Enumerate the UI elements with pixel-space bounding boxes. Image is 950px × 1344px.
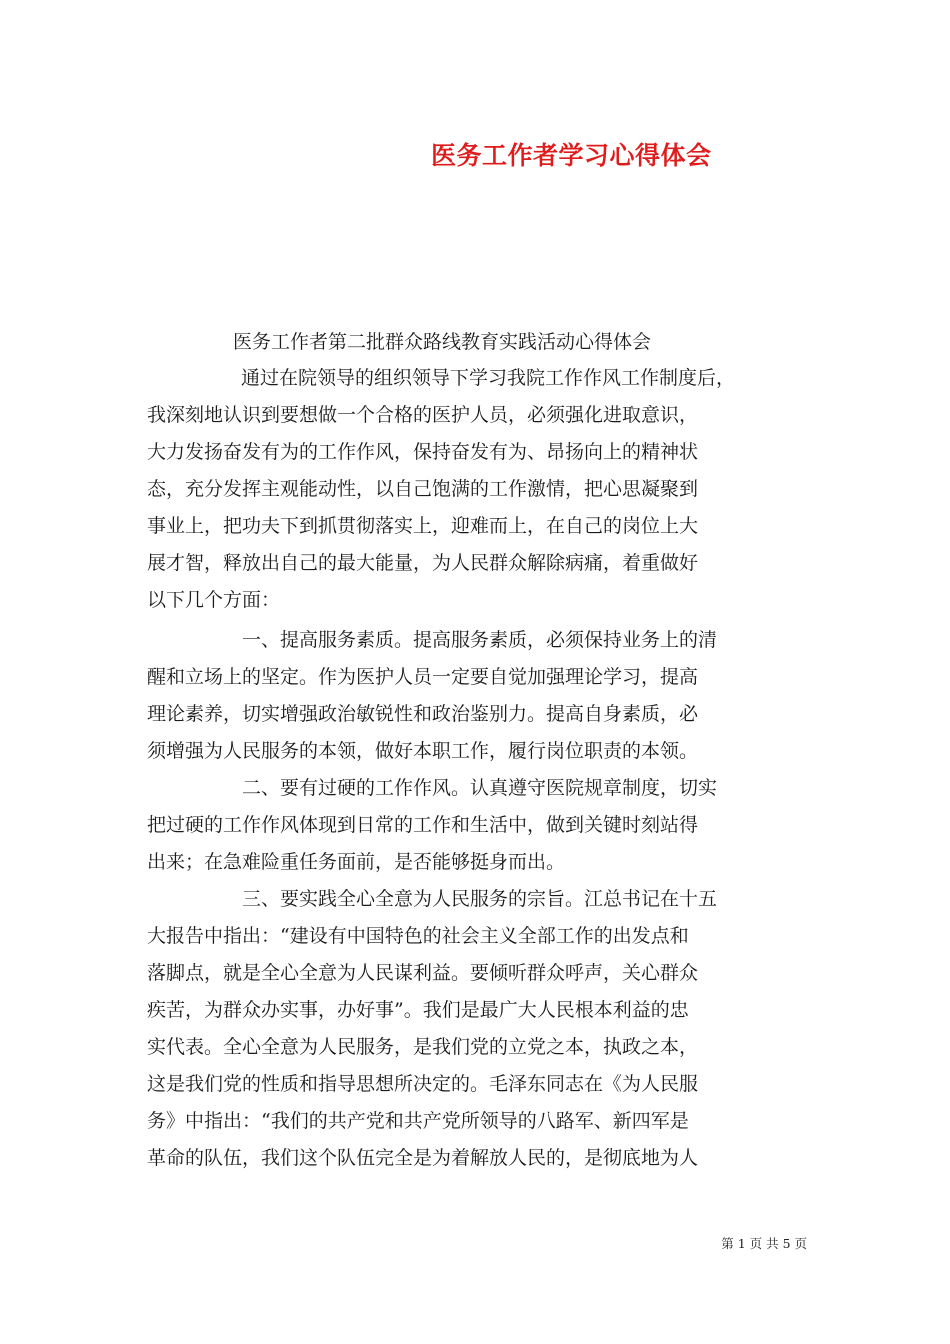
body-line: 务》中指出：“我们的共产党和共产党所领导的八路军、新四军是	[147, 1110, 689, 1132]
body-line: 把过硬的工作作风体现到日常的工作和生活中，做到关键时刻站得	[147, 814, 699, 836]
body-line: 革命的队伍，我们这个队伍完全是为着解放人民的，是彻底地为人	[147, 1147, 699, 1169]
body-line: 以下几个方面：	[147, 589, 281, 611]
body-line: 这是我们党的性质和指导思想所决定的。毛泽东同志在《为人民服	[147, 1073, 699, 1095]
document-subtitle: 医务工作者第二批群众路线教育实践活动心得体会	[233, 331, 652, 353]
body-line: 通过在院领导的组织领导下学习我院工作作风工作制度后，	[241, 367, 736, 389]
body-line: 实代表。全心全意为人民服务，是我们党的立党之本，执政之本，	[147, 1036, 699, 1058]
body-line: 态，充分发挥主观能动性，以自己饱满的工作激情，把心思凝聚到	[147, 478, 699, 500]
body-line: 须增强为人民服务的本领，做好本职工作，履行岗位职责的本领。	[147, 740, 699, 762]
body-line: 一、提高服务素质。提高服务素质，必须保持业务上的清	[242, 629, 718, 651]
body-line: 疾苦，为群众办实事，办好事”。我们是最广大人民根本利益的忠	[147, 999, 689, 1021]
body-line: 二、要有过硬的工作作风。认真遵守医院规章制度，切实	[242, 777, 718, 799]
body-line: 事业上，把功夫下到抓贯彻落实上，迎难而上，在自己的岗位上大	[147, 515, 699, 537]
page-number: 第 1 页 共 5 页	[721, 1236, 807, 1251]
body-line: 理论素养，切实增强政治敏锐性和政治鉴别力。提高自身素质，必	[147, 703, 699, 725]
body-line: 三、要实践全心全意为人民服务的宗旨。江总书记在十五	[242, 888, 718, 910]
body-line: 出来；在急难险重任务面前，是否能够挺身而出。	[147, 851, 566, 873]
body-line: 醒和立场上的坚定。作为医护人员一定要自觉加强理论学习，提高	[147, 666, 699, 688]
body-line: 落脚点，就是全心全意为人民谋利益。要倾听群众呼声，关心群众	[147, 962, 699, 984]
body-line: 展才智，释放出自己的最大能量，为人民群众解除病痛，着重做好	[147, 552, 699, 574]
page-title: 医务工作者学习心得体会	[431, 141, 712, 170]
body-line: 大力发扬奋发有为的工作作风，保持奋发有为、昂扬向上的精神状	[147, 441, 699, 463]
body-line: 我深刻地认识到要想做一个合格的医护人员，必须强化进取意识，	[147, 404, 699, 426]
body-line: 大报告中指出：“建设有中国特色的社会主义全部工作的出发点和	[147, 925, 689, 947]
